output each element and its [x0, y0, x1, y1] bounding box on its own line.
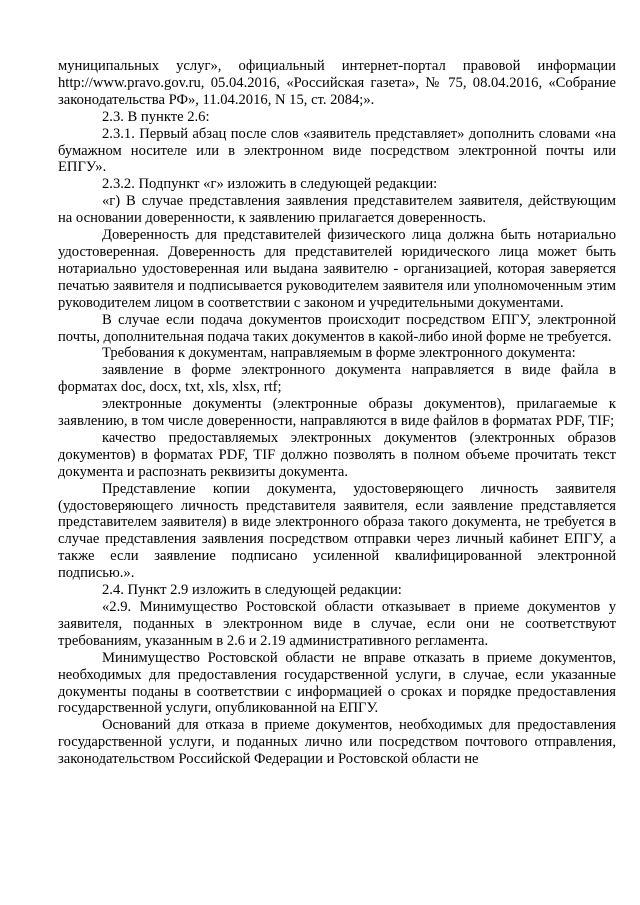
paragraph-epgu-submission: В случае если подача документов происходит посредством ЕПГУ, электронной почты, дополнительная подача таких документов в какой-либо иной форме не требуется. [58, 311, 616, 345]
paragraph-clause-2-4: 2.4. Пункт 2.9 изложить в следующей редакции: [102, 582, 402, 599]
paragraph-clause-2-3-1: 2.3.1. Первый абзац после слов «заявитель представляет» дополнить словами «на бумажном носителе или в электронном виде посредством электронной почты или ЕПГУ». [58, 125, 616, 176]
paragraph-subclause-g: «г) В случае представления заявления представителем заявителя, действующим на основании доверенности, к заявлению прилагается доверенность. [58, 193, 616, 227]
paragraph-electronic-requirements: Требования к документам, направляемым в форме электронного документа: [102, 345, 576, 362]
paragraph-clause-2-9: «2.9. Минимущество Ростовской области отказывает в приеме документов у заявителя, поданных в электронном виде в случае, если они не соответствуют требованиям, указанным в 2.6 и 2.19 административного регламента. [58, 599, 616, 649]
paragraph-document-quality: качество предоставляемых электронных документов (электронных образов документов) в форматах PDF, TIF должно позволять в полном объеме прочитать текст документа и распознать реквизиты документа. [58, 429, 616, 480]
paragraph-electronic-images: электронные документы (электронные образы документов), прилагаемые к заявлению, в том числе доверенности, направляются в виде файлов в форматах PDF, TIF; [58, 396, 616, 430]
paragraph-power-of-attorney: Доверенность для представителей физического лица должна быть нотариально удостоверенная. Доверенность для представителей юридического лица может быть нотариально удостоверенная или выдана заявителю - организацией, которая заверяется печатью заявителя и подписывается руководителем заявителя или уполномоченным этим руководителем лицом в соответствии с законом и учредительными документами. [58, 227, 616, 311]
paragraph-application-formats: заявление в форме электронного документа направляется в виде файла в форматах doc, docx, txt, xls, xlsx, rtf; [58, 362, 616, 396]
paragraph-continuation: муниципальных услуг», официальный интернет-портал правовой информации http://www.pravo.gov.ru, 05.04.2016, «Российская газета», № 75, 08.04.2016, «Собрание законодательства РФ», 11.04.2016, N 15, ст. 2084;». [58, 58, 616, 108]
paragraph-no-refusal: Минимущество Ростовской области не вправе отказать в приеме документов, необходимых для предоставления государственной услуги, в случае, если указанные документы поданы в соответствии с информацией о сроках и порядке предоставления государственной услуги, опубликованной на ЕПГУ. [58, 649, 616, 717]
paragraph-clause-2-3-2: 2.3.2. Подпункт «г» изложить в следующей редакции: [102, 176, 438, 193]
paragraph-identity-copy: Представление копии документа, удостоверяющего личность заявителя (удостоверяющего личность представителя заявителя, если заявление представляется представителем заявителя) в виде электронного образа такого документа, не требуется в случае представления заявления посредством отправки через личный кабинет ЕПГУ, а также если заявление подписано усиленной квалифицированной электронной подписью.». [58, 480, 616, 582]
paragraph-clause-2-3: 2.3. В пункте 2.6: [102, 108, 210, 125]
paragraph-grounds-for-refusal: Оснований для отказа в приеме документов, необходимых для предоставления государственной услуги, и поданных лично или посредством почтового отправления, законодательством Российской Федерации и Ростовской области не [58, 717, 616, 768]
